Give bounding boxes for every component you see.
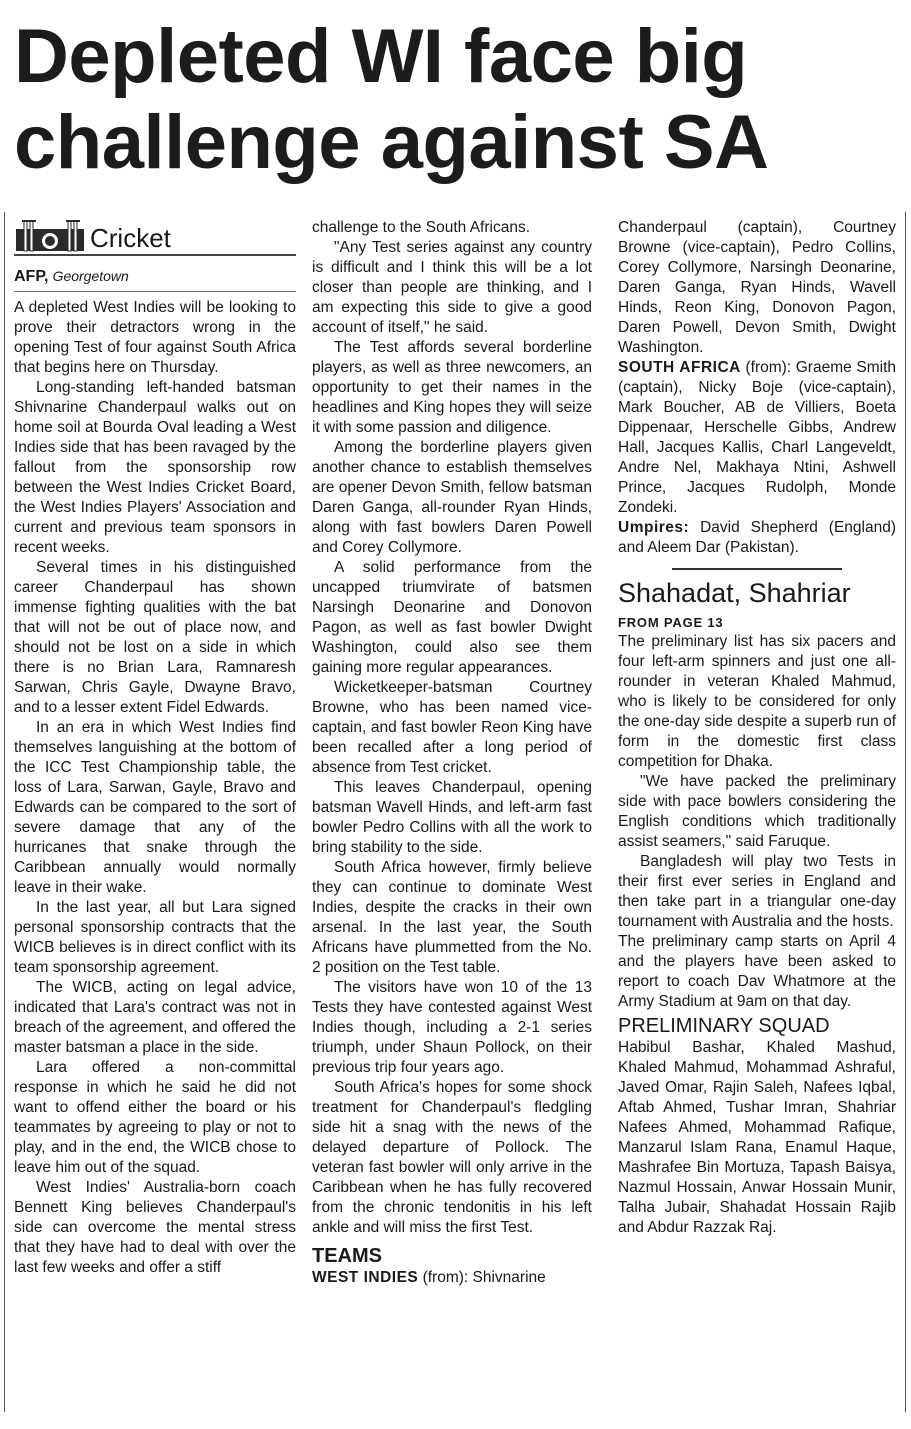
left-column-rule <box>4 212 5 1412</box>
paragraph: Lara offered a non-committal response in which he said he did not want to offend either the board or his teammates by agreeing to play or not to play, and in the end, the WICB chose to leave him out of the squad. <box>14 1059 296 1176</box>
paragraph: Several times in his distinguished career Chanderpaul has shown immense fighting qualities with the bat that will not be out of place now, and should not be lost on a side in which there is no Brian Lara, Ramnaresh Sarwan, Chris Gayle, Dwayne Bravo, and to a lesser extent Fidel Edwards. <box>14 559 296 716</box>
south-africa-team <box>618 358 896 518</box>
paragraph: "Any Test series against any country is difficult and I think this will be a lot closer than people are thinking, and I am expecting this side to give a good account of itself," he said. <box>312 239 592 336</box>
paragraph: Among the borderline players given another chance to establish themselves are opener Devon Smith, fellow batsman Daren Ganga, all-rounder Ryan Hinds, along with fast bowlers Daren Powell and Corey Collymore. <box>312 439 593 556</box>
teams-heading: TEAMS <box>312 1245 382 1267</box>
west-indies-team-list: Chanderpaul (captain), Courtney Browne (vice-captain), Pedro Collins, Corey Collymore, Narsingh Deonarine, Daren Ganga, Ryan Hinds, Wavell Hinds, Reon King, Donovon Pagon, Daren Powell, Devon Smith, Dwight Washington. <box>618 219 896 356</box>
squad-list: Habibul Bashar, Khaled Mashud, Khaled Mahmud, Mohammad Ashraful, Javed Omar, Rajin Saleh, Nafees Iqbal, Aftab Ahmed, Tushar Imran, Shahriar Nafees Ahmed, Mohammad Rafique, Manzarul Islam Rana, Enamul Haque, Mashrafee Bin Mortuza, Tapash Baisya, Nazmul Hossain, Anwar Hossain Munir, Talha Jubair, Shahadat Hossain Rajib and Abdur Razzak Raj. <box>618 1039 896 1236</box>
south-africa-label: SOUTH AFRICA <box>618 359 741 376</box>
paragraph: In an era in which West Indies find themselves languishing at the bottom of the ICC Test Championship table, the loss of Lara, Sarwan, Gayle, Bravo and Edwards can be compared to the sort of severe damage that any of the hurricanes that snake through the Caribbean annually would normally leave in their wake. <box>14 719 296 896</box>
paragraph: "We have packed the preliminary side with pace bowlers considering the English conditions which traditionally assist seamers," said Faruque. <box>618 773 896 850</box>
headline: Depleted WI face big challenge against SA <box>14 14 769 185</box>
paragraph: South Africa however, firmly believe they can continue to dominate West Indies, despite the cracks in their own arsenal. In the last year, the South Africans have plummetted from the No. 2 position on the Test table. <box>312 859 592 976</box>
paragraph: A solid performance from the uncapped triumvirate of batsmen Narsingh Deonarine and Donovon Pagon, as well as fast bowler Dwight Washington, could also see them gaining more regular appearances. <box>312 559 592 676</box>
paragraph: This leaves Chanderpaul, opening batsman Wavell Hinds, and left-arm fast bowler Pedro Collins with all the work to bring stability to the side. <box>312 779 592 856</box>
paragraph: Wicketkeeper-batsman Courtney Browne, who has been named vice-captain, and fast bowler Reon King have been recalled after a long period of absence from Test cricket. <box>312 679 592 776</box>
story-divider <box>672 568 842 570</box>
paragraph: The preliminary camp starts on April 4 and the players have been asked to report to coach Dav Whatmore at the Army Stadium at 9am on that day. <box>618 933 896 1010</box>
byline-agency: AFP, <box>14 268 49 285</box>
article-column-1 <box>14 218 296 1278</box>
paragraph: In the last year, all but Lara signed personal sponsorship contracts that the WICB believes is in direct conflict with its team sponsorship agreement. <box>14 899 296 976</box>
west-indies-label: WEST INDIES <box>312 1269 419 1286</box>
south-africa-team-list: (from): Graeme Smith (captain), Nicky Boje (vice-captain), Mark Boucher, AB de Villiers, Boeta Dippenaar, Herschelle Gibbs, Andrew Hall, Jacques Kallis, Charl Langeveldt, Andre Nel, Makhaya Ntini, Ashwell Prince, Jacques Rudolph, Monde Zondeki. <box>618 359 896 516</box>
article-column-2 <box>312 218 592 1288</box>
umpires-text: David Shepherd (England) and Aleem Dar (Pakistan). <box>618 519 896 556</box>
umpires-label: Umpires: <box>618 519 690 536</box>
paragraph: West Indies' Australia-born coach Bennett King believes Chanderpaul's side can overcome the mental stress that they have had to deal with over the last few weeks and offer a stiff <box>14 1179 296 1276</box>
paragraph: The WICB, acting on legal advice, indicated that Lara's contract was not in breach of the agreement, and offered the master batsman a place in the side. <box>14 979 296 1056</box>
paragraph: The Test affords several borderline players, as well as three newcomers, an opportunity to get their names in the headlines and King hopes they will seize it with some passion and diligence. <box>312 339 592 436</box>
cricket-logo-icon <box>14 219 86 253</box>
article-column-3 <box>618 218 896 1238</box>
byline-location: Georgetown <box>52 268 129 284</box>
section-label-text: Cricket <box>90 223 171 253</box>
paragraph: South Africa's hopes for some shock treatment for Chanderpaul's fledgling side hit a snag with the news of the delayed departure of Pollock. The veteran fast bowler will only arrive in the Caribbean when he has fully recovered from the chronic tendonitis in his left ankle and will miss the first Test. <box>312 1079 592 1236</box>
right-column-rule <box>905 212 906 1412</box>
squad-heading: PRELIMINARY SQUAD <box>618 1015 830 1037</box>
west-indies-team-intro <box>312 1268 592 1288</box>
paragraph: Long-standing left-handed batsman Shivnarine Chanderpaul walks out on home soil at Bourda Oval leading a West Indies side that has been ravaged by the fallout from the sponsorship row between the West Indies Cricket Board, the West Indies Players' Association and current and previous team sponsors in recent weeks. <box>14 379 296 556</box>
umpires <box>618 518 896 558</box>
paragraph: The preliminary list has six pacers and four left-arm spinners and just one all-rounder in veteran Khaled Mahmud, who is likely to be considered for only the one-day side despite a superb run of form in the domestic first class competition for Dhaka. <box>618 633 896 770</box>
section-label <box>14 218 296 256</box>
sub-headline: Shahadat, Shahriar <box>618 578 851 608</box>
byline <box>14 266 296 292</box>
paragraph: Bangladesh will play two Tests in their first ever series in England and then take part in a triangular one-day tournament with Australia and the hosts. <box>618 853 896 930</box>
paragraph: challenge to the South Africans. <box>312 219 531 236</box>
west-indies-intro-text: (from): Shivnarine <box>418 1269 546 1286</box>
paragraph: The visitors have won 10 of the 13 Tests they have contested against West Indies though, including a 2-1 series triumph, under Shaun Pollock, on their previous trip four years ago. <box>312 979 592 1076</box>
paragraph: A depleted West Indies will be looking to prove their detractors wrong in the opening Test of four against South Africa that begins here on Thursday. <box>14 299 296 376</box>
continued-from-label: FROM PAGE 13 <box>618 615 724 630</box>
